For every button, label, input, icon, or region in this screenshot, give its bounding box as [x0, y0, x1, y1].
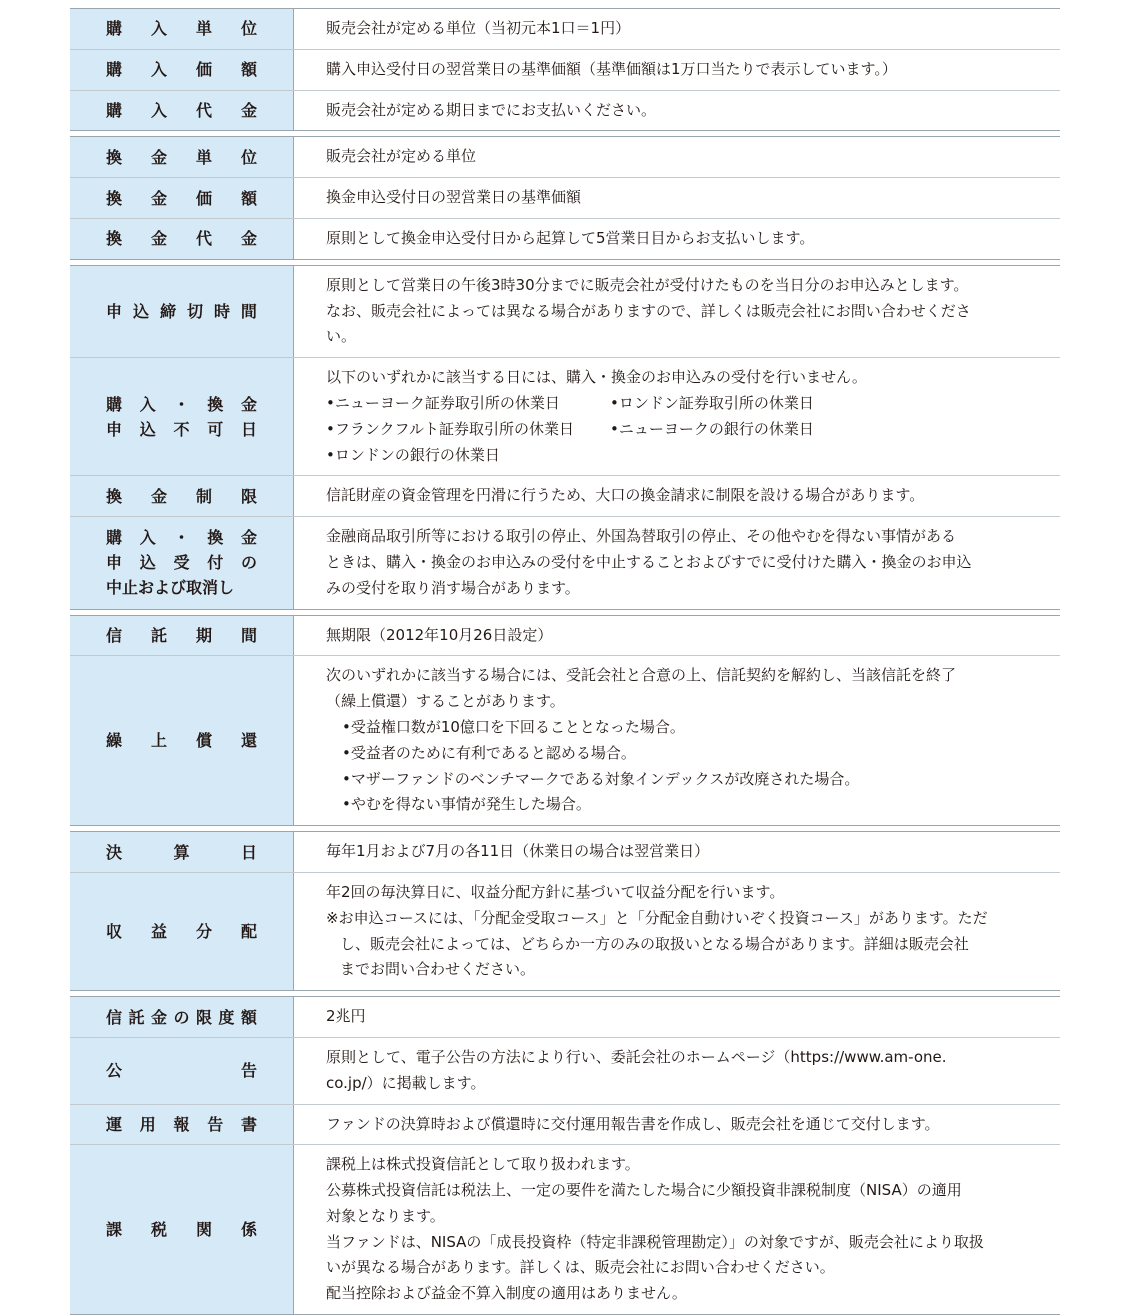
table-row [70, 177, 1060, 218]
label-char: 税 [150, 1220, 167, 1240]
content-line: 原則として換金申込受付日から起算して5営業日目からお支払いします。 [326, 228, 815, 247]
label-char: の [173, 1007, 190, 1027]
table-section [70, 615, 1060, 827]
label-char: 公 [106, 1061, 123, 1081]
holiday-bullet-row [326, 417, 1048, 443]
label-char: 金 [150, 229, 167, 249]
label-char: 信 [106, 1007, 123, 1027]
label-char: 金 [240, 528, 257, 548]
label-char: ・ [173, 528, 190, 548]
table-row [70, 357, 1060, 475]
label-char: 繰 [106, 731, 123, 751]
row-label-line [106, 145, 257, 170]
content-line: 当ファンドは、NISAの「成長投資枠（特定非課税管理勘定）」の対象ですが、販売会社により取扱 [326, 1232, 984, 1251]
label-char: 金 [240, 229, 257, 249]
label-char: 関 [195, 1220, 212, 1240]
content-line: （繰上償還）することがあります。 [326, 692, 565, 711]
label-char: 告 [240, 1061, 257, 1081]
content-line: 原則として、電子公告の方法により行い、委託会社のホームページ（https://www.am-one. [326, 1047, 947, 1066]
row-label [70, 1105, 294, 1145]
table-section [70, 265, 1060, 610]
content-line: ファンドの決算時および償還時に交付運用報告書を作成し、販売会社を通じて交付します。 [326, 1114, 940, 1133]
table-row [70, 1037, 1060, 1104]
label-char: 書 [240, 1114, 257, 1134]
row-label [70, 832, 294, 872]
row-content [294, 873, 1060, 990]
label-char: 申 [106, 553, 123, 573]
row-content [294, 476, 1060, 516]
label-char: 換 [106, 229, 123, 249]
row-label-line [106, 840, 257, 865]
row-label-line [106, 1112, 257, 1137]
label-char: 入 [150, 19, 167, 39]
content-line: 年2回の毎決算日に、収益分配方針に基づいて収益分配を行います。 [326, 882, 785, 901]
row-label-line [106, 1005, 257, 1030]
row-label-line [106, 186, 257, 211]
content-line: ときは、購入・換金のお申込みの受付を中止することおよびすでに受付けた購入・換金のお申込 [326, 552, 972, 571]
label-char: 換 [106, 147, 123, 167]
label-char: 託 [150, 625, 167, 645]
label-char: 用 [139, 1114, 156, 1134]
row-label-line [106, 484, 257, 509]
row-label-line [106, 98, 257, 123]
content-line: 以下のいずれかに該当する日には、購入・換金のお申込みの受付を行いません。 [326, 368, 867, 387]
label-char: 日 [240, 419, 257, 439]
row-label [70, 178, 294, 218]
label-char: 時 [213, 301, 230, 321]
label-char: 運 [106, 1114, 123, 1134]
label-char: 締 [159, 301, 176, 321]
label-char: 配 [240, 922, 257, 942]
row-content [294, 1038, 1060, 1104]
label-char: 購 [106, 19, 123, 39]
label-char: 算 [173, 842, 190, 862]
label-char: 換 [207, 528, 224, 548]
label-char: ・ [173, 394, 190, 414]
row-content [294, 1105, 1060, 1145]
content-line: 次のいずれかに該当する場合には、受託会社と合意の上、信託契約を解約し、当該信託を終了 [326, 666, 957, 685]
content-line: 換金申込受付日の翌営業日の基準価額 [326, 188, 582, 207]
label-char: 分 [195, 922, 212, 942]
fund-terms-table [70, 8, 1060, 1315]
row-content [294, 219, 1060, 259]
label-char: 単 [195, 19, 212, 39]
table-row [70, 9, 1060, 49]
label-char: 間 [240, 625, 257, 645]
table-row [70, 616, 1060, 656]
content-line: co.jp/）に掲載します。 [326, 1073, 486, 1092]
row-label-line [106, 16, 257, 41]
row-content [294, 517, 1060, 608]
table-row [70, 655, 1060, 825]
label-char: 課 [106, 1220, 123, 1240]
label-char: 額 [240, 188, 257, 208]
content-line: なお、販売会社によっては異なる場合がありますので、詳しくは販売会社にお問い合わせくださ [326, 301, 971, 320]
row-label-line [106, 525, 257, 550]
label-char: 金 [150, 147, 167, 167]
label-char: 間 [240, 301, 257, 321]
holiday-bullet: •ロンドン証券取引所の休業日 [610, 393, 814, 412]
table-row [70, 832, 1060, 872]
content-line-continued: し、販売会社によっては、どちらか一方のみの取扱いとなる場合があります。詳細は販売会社 [340, 934, 969, 953]
row-label [70, 358, 294, 475]
row-content [294, 50, 1060, 90]
content-line: 信託財産の資金管理を円滑に行うため、大口の換金請求に制限を設ける場合があります。 [326, 486, 925, 505]
label-char: 度 [218, 1007, 235, 1027]
row-label [70, 873, 294, 990]
label-char: 購 [106, 60, 123, 80]
redemption-condition: •受益権口数が10億口を下回ることとなった場合。 [342, 717, 685, 736]
label-char: 限 [240, 486, 257, 506]
label-char: 金 [240, 100, 257, 120]
table-section [70, 996, 1060, 1315]
label-char: 報 [173, 1114, 190, 1134]
content-line: いが異なる場合があります。詳しくは、販売会社にお問い合わせください。 [326, 1258, 835, 1277]
content-line: 販売会社が定める単位（当初元本1口＝1円） [326, 19, 631, 37]
row-label-line [106, 728, 257, 753]
row-label-line [106, 575, 257, 600]
content-line: 2兆円 [326, 1007, 366, 1026]
holiday-bullet: •ロンドンの銀行の休業日 [326, 445, 500, 464]
row-label [70, 1038, 294, 1104]
label-char: 込 [132, 301, 149, 321]
row-content [294, 358, 1060, 475]
label-char: 価 [195, 188, 212, 208]
row-label [70, 266, 294, 357]
label-char: 決 [106, 842, 123, 862]
table-row [70, 475, 1060, 516]
label-char: 換 [106, 188, 123, 208]
row-label [70, 656, 294, 825]
row-label-line [106, 1217, 257, 1242]
content-line: みの受付を取り消す場合があります。 [326, 578, 580, 597]
row-label [70, 9, 294, 49]
content-line: 販売会社が定める期日までにお支払いください。 [326, 100, 657, 119]
row-content [294, 9, 1060, 49]
table-row [70, 90, 1060, 131]
row-label-line [106, 417, 257, 442]
row-label [70, 616, 294, 656]
table-row [70, 997, 1060, 1037]
holiday-bullet: •ニューヨークの銀行の休業日 [610, 419, 814, 438]
content-line: 公募株式投資信託は税法上、一定の要件を満たした場合に少額投資非課税制度（NISA）の適用 [326, 1181, 962, 1200]
table-row [70, 266, 1060, 357]
content-line: 原則として営業日の午後3時30分までに販売会社が受付けたものを当日分のお申込みとします。 [326, 275, 969, 294]
label-char: 入 [150, 100, 167, 120]
label-char: 収 [106, 922, 123, 942]
row-label-line [106, 57, 257, 82]
label-char: 告 [207, 1114, 224, 1134]
label-char: 金 [150, 188, 167, 208]
row-content [294, 178, 1060, 218]
holiday-bullet: •ニューヨーク証券取引所の休業日 [326, 393, 560, 412]
redemption-condition: •受益者のために有利であると認める場合。 [342, 743, 636, 762]
label-char: 単 [195, 147, 212, 167]
label-char: 制 [195, 486, 212, 506]
label-char: 換 [207, 394, 224, 414]
content-line: ※お申込コースには、「分配金受取コース」と「分配金自動けいぞく投資コース」があります。ただ [326, 908, 988, 927]
label-char: 期 [195, 625, 212, 645]
row-label [70, 476, 294, 516]
row-content [294, 266, 1060, 357]
label-char: 上 [150, 731, 167, 751]
label-char: 申 [106, 301, 123, 321]
table-row [70, 1144, 1060, 1314]
content-line: 課税上は株式投資信託として取り扱われます。 [326, 1155, 640, 1174]
content-line: 対象となります。 [326, 1206, 445, 1225]
row-content [294, 997, 1060, 1037]
row-content [294, 656, 1060, 825]
row-content [294, 832, 1060, 872]
content-line-continued: までお問い合わせください。 [340, 960, 536, 979]
label-char: 購 [106, 394, 123, 414]
table-section [70, 136, 1060, 259]
label-char: 付 [207, 553, 224, 573]
label-char: 購 [106, 100, 123, 120]
table-row [70, 218, 1060, 259]
label-char: 係 [240, 1220, 257, 1240]
label-char: 入 [139, 394, 156, 414]
table-row [70, 49, 1060, 90]
redemption-condition: •マザーファンドのベンチマークである対象インデックスが改廃された場合。 [342, 769, 860, 788]
table-row [70, 516, 1060, 608]
label-char: 受 [173, 553, 190, 573]
label-char: 入 [150, 60, 167, 80]
content-line: 無期限（2012年10月26日設定） [326, 625, 553, 644]
label-char: 不 [173, 419, 190, 439]
label-char: 換 [106, 486, 123, 506]
label-char: 代 [195, 229, 212, 249]
label-char: 代 [195, 100, 212, 120]
content-line: 販売会社が定める単位 [326, 147, 477, 166]
redemption-condition: •やむを得ない事情が発生した場合。 [342, 795, 591, 814]
row-label [70, 91, 294, 131]
content-line: い。 [326, 327, 357, 346]
row-content [294, 137, 1060, 177]
row-content [294, 91, 1060, 131]
label-char: 償 [195, 731, 212, 751]
table-row [70, 872, 1060, 990]
row-label-line [106, 550, 257, 575]
label-char: 入 [139, 528, 156, 548]
label-char: 限 [195, 1007, 212, 1027]
label-char: 額 [240, 60, 257, 80]
content-line: 金融商品取引所等における取引の停止、外国為替取引の停止、その他やむを得ない事情がある [326, 527, 957, 546]
label-char: 金 [150, 486, 167, 506]
table-row [70, 137, 1060, 177]
holiday-bullet: •フランクフルト証券取引所の休業日 [326, 419, 574, 438]
label-char: 託 [128, 1007, 145, 1027]
row-label-line [106, 392, 257, 417]
label-char: 中止および取消し [106, 578, 235, 598]
label-char: 可 [207, 419, 224, 439]
label-char: 益 [150, 922, 167, 942]
label-char: 日 [240, 842, 257, 862]
label-char: 価 [195, 60, 212, 80]
row-label [70, 1145, 294, 1314]
row-label-line [106, 919, 257, 944]
label-char: 位 [240, 19, 257, 39]
label-char: 還 [240, 731, 257, 751]
label-char: 金 [240, 394, 257, 414]
label-char: の [240, 553, 257, 573]
content-line: 購入申込受付日の翌営業日の基準価額（基準価額は1万口当たりで表示しています。） [326, 59, 897, 78]
row-label-line [106, 299, 257, 324]
row-label [70, 219, 294, 259]
table-section [70, 831, 1060, 991]
row-label [70, 137, 294, 177]
label-char: 申 [106, 419, 123, 439]
row-label [70, 997, 294, 1037]
row-label [70, 517, 294, 608]
holiday-bullet-row [326, 391, 1048, 417]
row-label-line [106, 623, 257, 648]
label-char: 込 [139, 553, 156, 573]
row-label [70, 50, 294, 90]
table-row [70, 1104, 1060, 1145]
label-char: 購 [106, 528, 123, 548]
label-char: 切 [186, 301, 203, 321]
label-char: 金 [150, 1007, 167, 1027]
table-section [70, 8, 1060, 131]
label-char: 込 [139, 419, 156, 439]
holiday-bullet-row [326, 443, 1048, 469]
row-label-line [106, 1058, 257, 1083]
content-line: 配当控除および益金不算入制度の適用はありません。 [326, 1284, 687, 1303]
content-line: 毎年1月および7月の各11日（休業日の場合は翌営業日） [326, 842, 710, 861]
label-char: 額 [240, 1007, 257, 1027]
row-label-line [106, 226, 257, 251]
label-char: 位 [240, 147, 257, 167]
row-content [294, 616, 1060, 656]
label-char: 信 [106, 625, 123, 645]
row-content [294, 1145, 1060, 1314]
